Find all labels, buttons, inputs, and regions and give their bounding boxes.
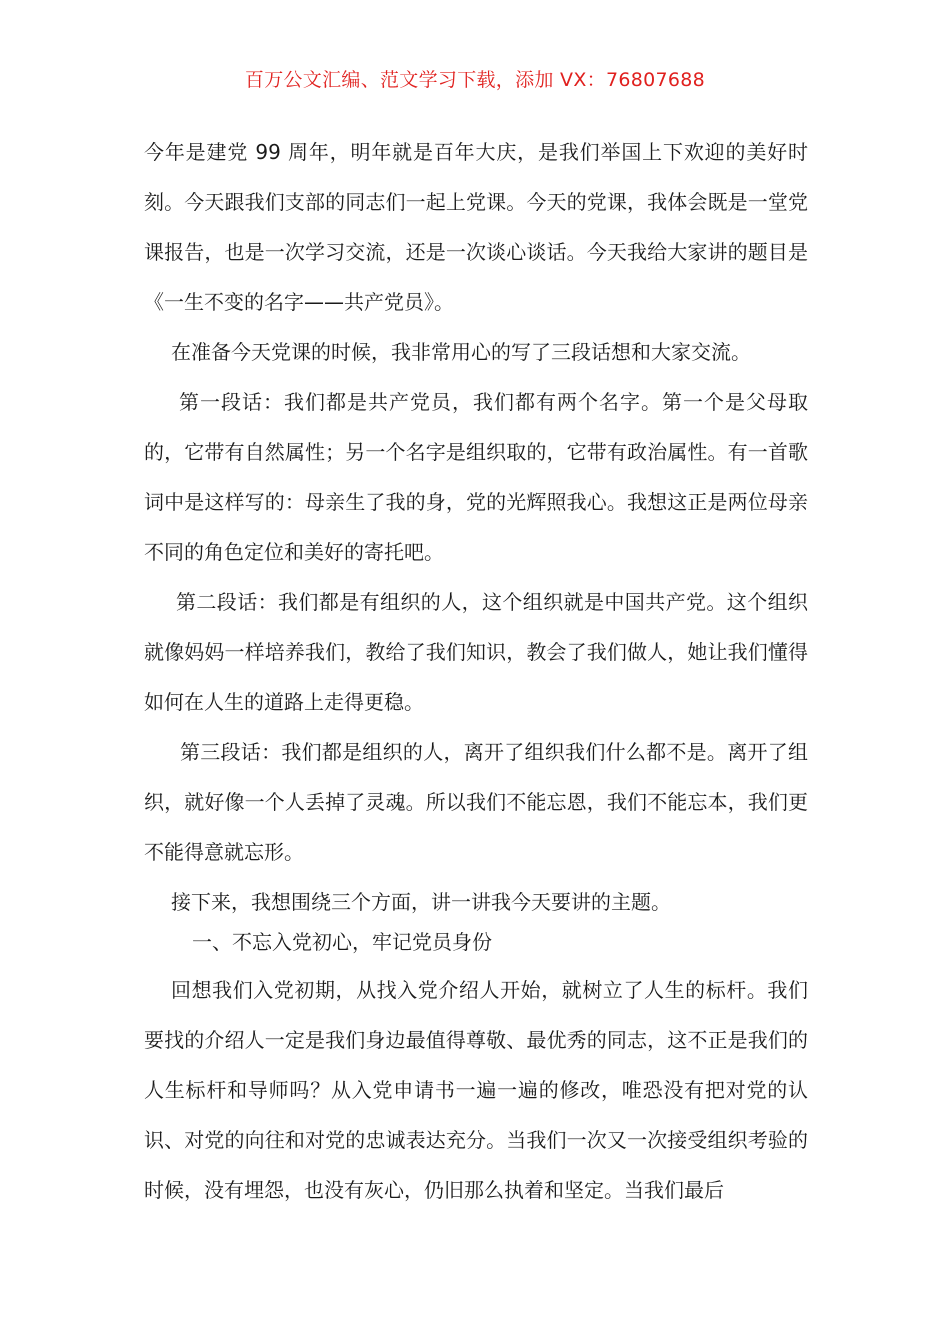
paragraph-preparation: 在准备今天党课的时候，我非常用心的写了三段话想和大家交流。	[171, 340, 751, 364]
document-body	[144, 127, 808, 1215]
paragraph-transition: 接下来，我想围绕三个方面，讲一讲我今天要讲的主题。	[171, 890, 671, 914]
paragraph-first-passage: 第一段话：我们都是共产党员，我们都有两个名字。第一个是父母取的，它带有自然属性；另一个名字是组织取的，它带有政治属性。有一首歌词中是这样写的：母亲生了我的身，党的光辉照我心。我想这正是两位母亲不同的角色定位和美好的寄托吧。	[144, 390, 808, 564]
paragraph-third-passage: 第三段话：我们都是组织的人，离开了组织我们什么都不是。离开了组织，就好像一个人丢掉了灵魂。所以我们不能忘恩，我们不能忘本，我们更不能得意就忘形。	[144, 740, 808, 864]
section-heading-1: 一、不忘入党初心，牢记党员身份	[192, 930, 492, 954]
paragraph-recollection: 回想我们入党初期，从找入党介绍人开始，就树立了人生的标杆。我们要找的介绍人一定是我们身边最值得尊敬、最优秀的同志，这不正是我们的人生标杆和导师吗？从入党申请书一遍一遍的修改，唯恐没有把对党的认识、对党的向往和对党的忠诚表达充分。当我们一次又一次接受组织考验的时候，没有埋怨，也没有灰心，仍旧那么执着和坚定。当我们最后	[144, 978, 808, 1202]
promo-header: 百万公文汇编、范文学习下载，添加 VX：76807688	[244, 69, 706, 91]
paragraph-intro: 今年是建党 99 周年，明年就是百年大庆，是我们举国上下欢迎的美好时刻。今天跟我们支部的同志们一起上党课。今天的党课，我体会既是一堂党课报告，也是一次学习交流，还是一次谈心谈话。今天我给大家讲的题目是《一生不变的名字——共产党员》。	[144, 140, 808, 314]
paragraph-second-passage: 第二段话：我们都是有组织的人，这个组织就是中国共产党。这个组织就像妈妈一样培养我们，教给了我们知识，教会了我们做人，她让我们懂得如何在人生的道路上走得更稳。	[144, 590, 808, 714]
